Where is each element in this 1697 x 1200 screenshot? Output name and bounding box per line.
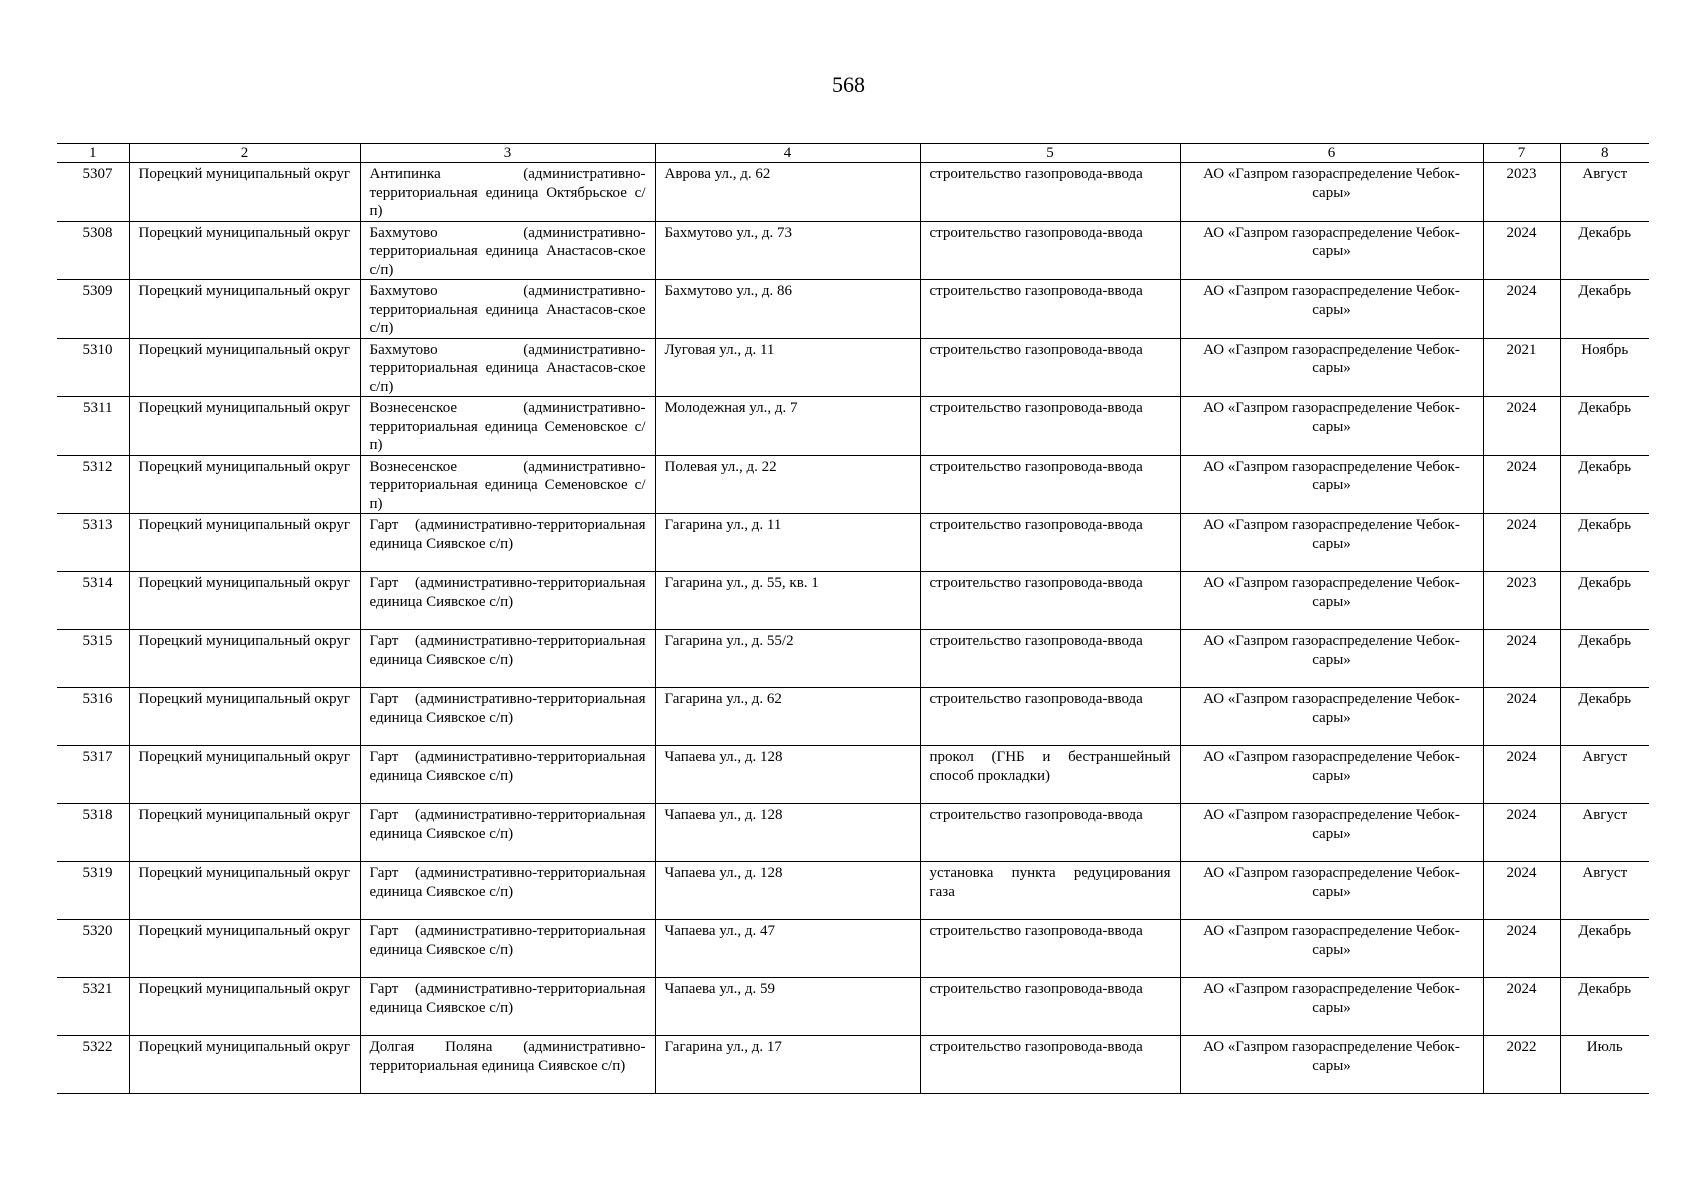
year-cell: 2023 [1483,163,1560,222]
header-cell: 5 [920,144,1180,163]
header-row [57,144,1649,163]
year-cell: 2024 [1483,920,1560,978]
settlement-cell: Гарт (административно-территориальная единица Сиявское с/п) [360,688,655,746]
work-type-cell: строительство газопровода-ввода [920,338,1180,397]
month-cell: Декабрь [1560,978,1649,1036]
address-cell: Чапаева ул., д. 47 [655,920,920,978]
year-cell: 2024 [1483,221,1560,280]
month-cell: Август [1560,804,1649,862]
work-type-cell: строительство газопровода-ввода [920,280,1180,339]
year-cell: 2024 [1483,630,1560,688]
municipal-okrug-cell: Порецкий муниципальный округ [129,280,360,339]
header-cell: 7 [1483,144,1560,163]
work-type-cell: строительство газопровода-ввода [920,455,1180,514]
settlement-cell: Гарт (административно-территориальная единица Сиявское с/п) [360,862,655,920]
settlement-cell: Гарт (административно-территориальная единица Сиявское с/п) [360,746,655,804]
table-row [57,338,1649,397]
month-cell: Декабрь [1560,514,1649,572]
settlement-cell: Долгая Поляна (административно-территориальная единица Сиявское с/п) [360,1036,655,1094]
work-type-cell: строительство газопровода-ввода [920,163,1180,222]
work-type-cell: строительство газопровода-ввода [920,221,1180,280]
table-body [57,144,1649,1094]
table-row [57,746,1649,804]
work-type-cell: строительство газопровода-ввода [920,920,1180,978]
month-cell: Декабрь [1560,221,1649,280]
month-cell: Август [1560,862,1649,920]
settlement-cell: Антипинка (административно-территориальная единица Октябрьское с/п) [360,163,655,222]
row-number-cell: 5312 [57,455,129,514]
work-type-cell: установка пункта редуцирования газа [920,862,1180,920]
row-number-cell: 5308 [57,221,129,280]
settlement-cell: Бахмутово (административно-территориальная единица Анастасов-ское с/п) [360,221,655,280]
work-type-cell: строительство газопровода-ввода [920,804,1180,862]
month-cell: Декабрь [1560,920,1649,978]
organization-cell: АО «Газпром газораспределение Чебок-сары» [1180,514,1483,572]
municipal-okrug-cell: Порецкий муниципальный округ [129,920,360,978]
header-cell: 2 [129,144,360,163]
work-type-cell: строительство газопровода-ввода [920,397,1180,456]
table-row [57,514,1649,572]
municipal-okrug-cell: Порецкий муниципальный округ [129,572,360,630]
header-cell: 1 [57,144,129,163]
year-cell: 2024 [1483,978,1560,1036]
row-number-cell: 5309 [57,280,129,339]
settlement-cell: Вознесенское (административно-территориальная единица Семеновское с/п) [360,397,655,456]
row-number-cell: 5307 [57,163,129,222]
settlement-cell: Гарт (административно-территориальная единица Сиявское с/п) [360,514,655,572]
row-number-cell: 5321 [57,978,129,1036]
row-number-cell: 5311 [57,397,129,456]
year-cell: 2022 [1483,1036,1560,1094]
address-cell: Бахмутово ул., д. 73 [655,221,920,280]
address-cell: Гагарина ул., д. 17 [655,1036,920,1094]
municipal-okrug-cell: Порецкий муниципальный округ [129,455,360,514]
settlement-cell: Бахмутово (административно-территориальная единица Анастасов-ское с/п) [360,280,655,339]
work-type-cell: строительство газопровода-ввода [920,630,1180,688]
settlement-cell: Гарт (административно-территориальная единица Сиявское с/п) [360,572,655,630]
address-cell: Чапаева ул., д. 128 [655,804,920,862]
table-row [57,978,1649,1036]
address-cell: Чапаева ул., д. 128 [655,862,920,920]
municipal-okrug-cell: Порецкий муниципальный округ [129,978,360,1036]
organization-cell: АО «Газпром газораспределение Чебок-сары» [1180,688,1483,746]
page-number: 568 [832,72,865,97]
table-row [57,455,1649,514]
year-cell: 2024 [1483,746,1560,804]
organization-cell: АО «Газпром газораспределение Чебок-сары» [1180,280,1483,339]
municipal-okrug-cell: Порецкий муниципальный округ [129,514,360,572]
address-cell: Чапаева ул., д. 59 [655,978,920,1036]
settlement-cell: Гарт (административно-территориальная единица Сиявское с/п) [360,978,655,1036]
work-type-cell: строительство газопровода-ввода [920,514,1180,572]
table-row [57,1036,1649,1094]
address-cell: Молодежная ул., д. 7 [655,397,920,456]
municipal-okrug-cell: Порецкий муниципальный округ [129,688,360,746]
organization-cell: АО «Газпром газораспределение Чебок-сары» [1180,746,1483,804]
year-cell: 2024 [1483,514,1560,572]
month-cell: Декабрь [1560,455,1649,514]
organization-cell: АО «Газпром газораспределение Чебок-сары» [1180,862,1483,920]
month-cell: Июль [1560,1036,1649,1094]
table-row [57,221,1649,280]
table-row [57,280,1649,339]
organization-cell: АО «Газпром газораспределение Чебок-сары» [1180,804,1483,862]
month-cell: Август [1560,746,1649,804]
settlement-cell: Бахмутово (административно-территориальная единица Анастасов-ское с/п) [360,338,655,397]
work-type-cell: строительство газопровода-ввода [920,978,1180,1036]
address-cell: Гагарина ул., д. 11 [655,514,920,572]
table-row [57,862,1649,920]
municipal-okrug-cell: Порецкий муниципальный округ [129,338,360,397]
table-row [57,804,1649,862]
organization-cell: АО «Газпром газораспределение Чебок-сары» [1180,978,1483,1036]
gas-works-table [57,143,1649,1094]
table-row [57,920,1649,978]
month-cell: Декабрь [1560,572,1649,630]
table-row [57,397,1649,456]
organization-cell: АО «Газпром газораспределение Чебок-сары» [1180,455,1483,514]
municipal-okrug-cell: Порецкий муниципальный округ [129,746,360,804]
address-cell: Гагарина ул., д. 55, кв. 1 [655,572,920,630]
work-type-cell: прокол (ГНБ и бестраншейный способ прокладки) [920,746,1180,804]
work-type-cell: строительство газопровода-ввода [920,688,1180,746]
header-cell: 8 [1560,144,1649,163]
year-cell: 2024 [1483,862,1560,920]
month-cell: Декабрь [1560,280,1649,339]
municipal-okrug-cell: Порецкий муниципальный округ [129,163,360,222]
address-cell: Луговая ул., д. 11 [655,338,920,397]
municipal-okrug-cell: Порецкий муниципальный округ [129,804,360,862]
municipal-okrug-cell: Порецкий муниципальный округ [129,630,360,688]
settlement-cell: Гарт (административно-территориальная единица Сиявское с/п) [360,920,655,978]
row-number-cell: 5317 [57,746,129,804]
table-row [57,688,1649,746]
address-cell: Чапаева ул., д. 128 [655,746,920,804]
organization-cell: АО «Газпром газораспределение Чебок-сары» [1180,920,1483,978]
settlement-cell: Гарт (административно-территориальная единица Сиявское с/п) [360,804,655,862]
month-cell: Ноябрь [1560,338,1649,397]
row-number-cell: 5318 [57,804,129,862]
year-cell: 2024 [1483,397,1560,456]
year-cell: 2024 [1483,455,1560,514]
header-cell: 6 [1180,144,1483,163]
address-cell: Гагарина ул., д. 55/2 [655,630,920,688]
year-cell: 2024 [1483,688,1560,746]
work-type-cell: строительство газопровода-ввода [920,572,1180,630]
header-cell: 4 [655,144,920,163]
organization-cell: АО «Газпром газораспределение Чебок-сары» [1180,338,1483,397]
work-type-cell: строительство газопровода-ввода [920,1036,1180,1094]
year-cell: 2024 [1483,280,1560,339]
month-cell: Декабрь [1560,688,1649,746]
year-cell: 2021 [1483,338,1560,397]
settlement-cell: Вознесенское (административно-территориальная единица Семеновское с/п) [360,455,655,514]
year-cell: 2024 [1483,804,1560,862]
table-row [57,572,1649,630]
month-cell: Декабрь [1560,397,1649,456]
address-cell: Бахмутово ул., д. 86 [655,280,920,339]
row-number-cell: 5319 [57,862,129,920]
municipal-okrug-cell: Порецкий муниципальный округ [129,221,360,280]
row-number-cell: 5314 [57,572,129,630]
table-row [57,163,1649,222]
row-number-cell: 5313 [57,514,129,572]
organization-cell: АО «Газпром газораспределение Чебок-сары» [1180,630,1483,688]
organization-cell: АО «Газпром газораспределение Чебок-сары» [1180,1036,1483,1094]
organization-cell: АО «Газпром газораспределение Чебок-сары» [1180,572,1483,630]
address-cell: Полевая ул., д. 22 [655,455,920,514]
table-row [57,630,1649,688]
address-cell: Гагарина ул., д. 62 [655,688,920,746]
municipal-okrug-cell: Порецкий муниципальный округ [129,397,360,456]
organization-cell: АО «Газпром газораспределение Чебок-сары» [1180,221,1483,280]
municipal-okrug-cell: Порецкий муниципальный округ [129,1036,360,1094]
row-number-cell: 5322 [57,1036,129,1094]
organization-cell: АО «Газпром газораспределение Чебок-сары» [1180,397,1483,456]
row-number-cell: 5316 [57,688,129,746]
month-cell: Декабрь [1560,630,1649,688]
settlement-cell: Гарт (административно-территориальная единица Сиявское с/п) [360,630,655,688]
year-cell: 2023 [1483,572,1560,630]
row-number-cell: 5310 [57,338,129,397]
row-number-cell: 5315 [57,630,129,688]
row-number-cell: 5320 [57,920,129,978]
municipal-okrug-cell: Порецкий муниципальный округ [129,862,360,920]
address-cell: Аврова ул., д. 62 [655,163,920,222]
month-cell: Август [1560,163,1649,222]
header-cell: 3 [360,144,655,163]
organization-cell: АО «Газпром газораспределение Чебок-сары» [1180,163,1483,222]
